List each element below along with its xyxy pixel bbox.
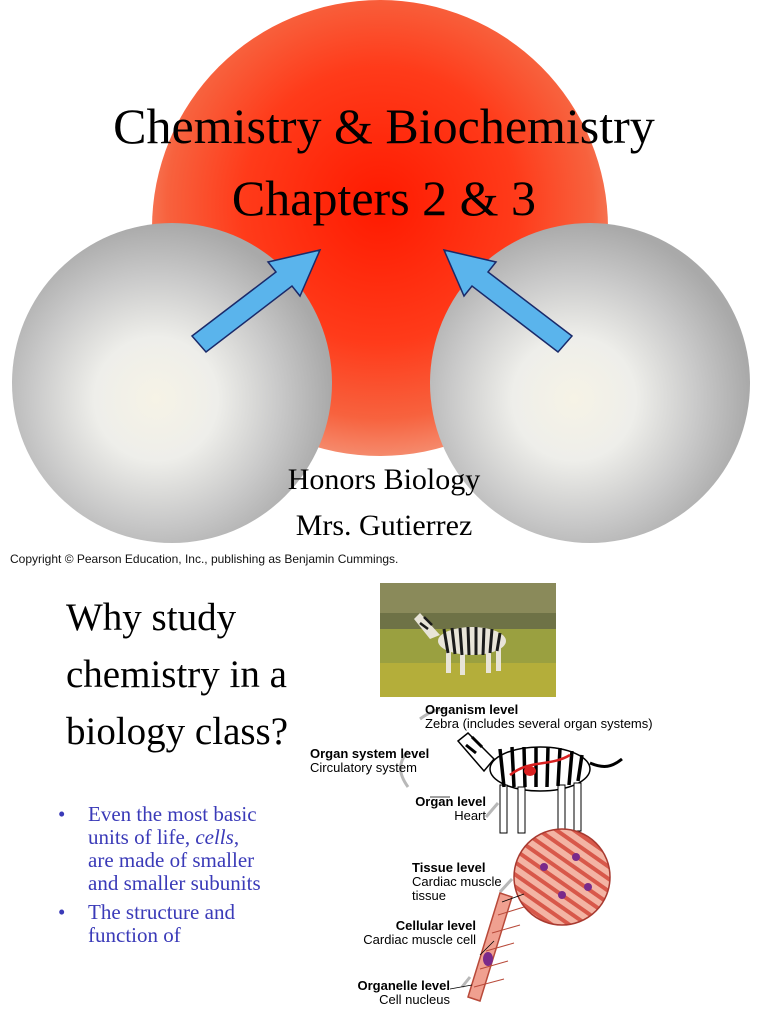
slide-heading: Why study chemistry in a biology class? <box>66 596 289 753</box>
bullet-item: • Even the most basic units of life, cells, are made of smaller and smaller subunits <box>58 802 261 895</box>
zebra-photo <box>380 583 556 697</box>
copyright-notice: Copyright © Pearson Education, Inc., publishing as Benjamin Cummings. <box>10 552 399 566</box>
bullet-list <box>58 803 268 953</box>
cardiac-cell-icon <box>468 893 512 1001</box>
organ-level-label: Organ level Heart <box>415 794 486 823</box>
tissue-level-label: Tissue level Cardiac muscle tissue <box>412 860 502 903</box>
bullet-dot-icon: • <box>58 802 66 826</box>
course-name: Honors Biology <box>287 463 481 496</box>
bullet-item: • The structure and function of <box>58 900 235 947</box>
cellular-level-label: Cellular level Cardiac muscle cell <box>363 918 476 947</box>
content-slide <box>0 575 768 1024</box>
organ-system-level-label: Organ system level Circulatory system <box>310 746 430 775</box>
organism-level-label: Organism level Zebra (includes several organ systems) <box>425 702 653 731</box>
organelle-level-label: Organelle level Cell nucleus <box>357 978 450 1007</box>
teacher-name: Mrs. Gutierrez <box>295 509 473 542</box>
bullet-dot-icon: • <box>58 900 66 924</box>
slide-title-line1: Chemistry & Biochemistry <box>113 98 655 154</box>
slide-title-line2: Chapters 2 & 3 <box>231 170 537 226</box>
cardiac-tissue-icon <box>514 829 610 925</box>
